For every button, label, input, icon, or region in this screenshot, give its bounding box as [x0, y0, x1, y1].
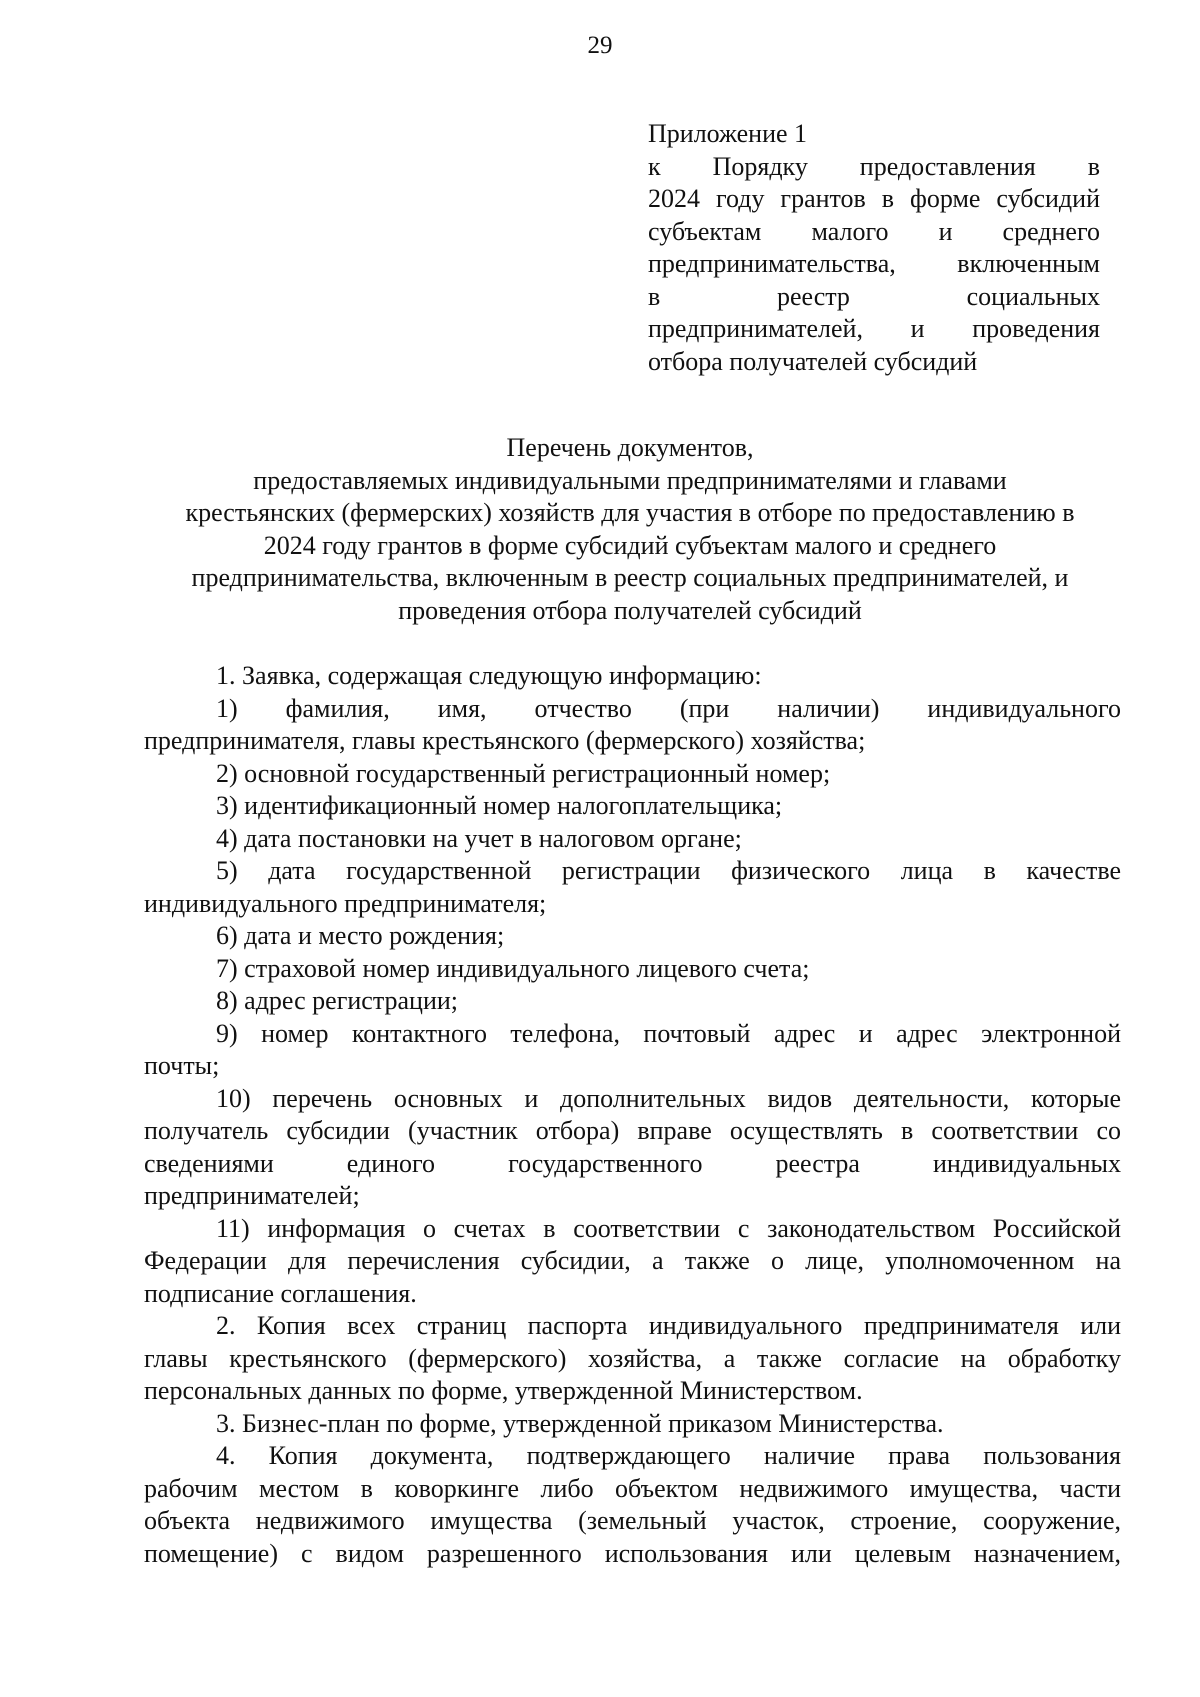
body-line: рабочим местом в коворкинге либо объектом недвижимого имущества, части	[144, 1473, 1121, 1503]
body-line: 2) основной государственный регистрационный номер;	[216, 758, 831, 788]
body-line: 11) информация о счетах в соответствии с законодательством Российской	[216, 1213, 1121, 1243]
body-line: 9) номер контактного телефона, почтовый адрес и адрес электронной	[216, 1018, 1121, 1048]
body-line: предпринимателей;	[144, 1181, 360, 1210]
appendix-line: в реестр социальных	[648, 281, 1100, 311]
body-line: главы крестьянского (фермерского) хозяйства, а также согласие на обработку	[144, 1343, 1121, 1373]
body-line: индивидуального предпринимателя;	[144, 888, 547, 918]
body-line: почты;	[144, 1051, 220, 1080]
appendix-header	[648, 118, 1100, 378]
body-line: 5) дата государственной регистрации физического лица в качестве	[216, 856, 1121, 885]
body-line: 8) адрес регистрации;	[216, 986, 458, 1015]
body-line: помещение) с видом разрешенного использования или целевым назначением,	[144, 1538, 1121, 1568]
title-line: предоставляемых индивидуальными предпринимателями и главами	[253, 465, 1007, 495]
document-title	[140, 432, 1120, 627]
title-line: предпринимательства, включенным в реестр социальных предпринимателей, и	[191, 563, 1069, 592]
title-line: 2024 году грантов в форме субсидий субъектам малого и среднего	[263, 530, 997, 560]
body-line: сведениями единого государственного реестра индивидуальных	[144, 1148, 1121, 1178]
title-line: крестьянских (фермерских) хозяйств для участия в отборе по предоставлению в	[185, 498, 1075, 527]
body-line: персональных данных по форме, утвержденной Министерством.	[144, 1376, 863, 1405]
body-line: 2. Копия всех страниц паспорта индивидуального предпринимателя или	[216, 1311, 1121, 1340]
body-line: 3. Бизнес-план по форме, утвержденной приказом Министерства.	[216, 1408, 944, 1438]
body-line: 1) фамилия, имя, отчество (при наличии) индивидуального	[216, 693, 1121, 723]
body-line: 1. Заявка, содержащая следующую информацию:	[216, 661, 762, 690]
body-line: получатель субсидии (участник отбора) вправе осуществлять в соответствии со	[144, 1116, 1121, 1145]
appendix-line: к Порядку предоставления в	[648, 151, 1100, 181]
page-number: 29	[587, 32, 613, 59]
appendix-line: предпринимательства, включенным	[648, 249, 1100, 278]
title-line: проведения отбора получателей субсидий	[398, 595, 862, 625]
body-line: 7) страховой номер индивидуального лицевого счета;	[216, 953, 810, 983]
body-line: 4) дата постановки на учет в налоговом органе;	[216, 823, 742, 853]
appendix-line: отбора получателей субсидий	[648, 346, 978, 376]
appendix-line: субъектам малого и среднего	[648, 216, 1100, 246]
appendix-line: предпринимателей, и проведения	[648, 314, 1100, 343]
title-line: Перечень документов,	[506, 433, 754, 462]
body-line: 10) перечень основных и дополнительных видов деятельности, которые	[216, 1083, 1121, 1113]
body-line: 4. Копия документа, подтверждающего наличие права пользования	[216, 1441, 1121, 1470]
body-line: 6) дата и место рождения;	[216, 921, 505, 950]
body-line: Федерации для перечисления субсидии, а также о лице, уполномоченном на	[144, 1246, 1121, 1275]
appendix-line: Приложение 1	[648, 119, 808, 148]
body-line: 3) идентификационный номер налогоплательщика;	[216, 791, 783, 820]
appendix-line: 2024 году грантов в форме субсидий	[648, 184, 1100, 213]
document-body	[144, 660, 1121, 1570]
body-line: подписание соглашения.	[144, 1278, 417, 1308]
body-line: предпринимателя, главы крестьянского (фермерского) хозяйства;	[144, 726, 866, 755]
body-line: объекта недвижимого имущества (земельный участок, строение, сооружение,	[144, 1506, 1121, 1535]
